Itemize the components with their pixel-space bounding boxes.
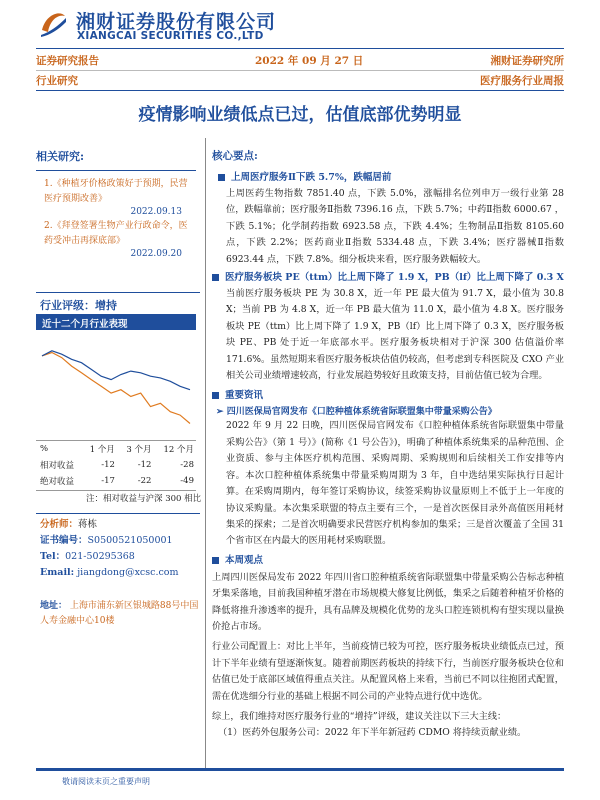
performance-table (36, 441, 198, 489)
tel-number: 021-50295368 (65, 551, 135, 562)
chart-series-line-2 (42, 351, 190, 390)
industry-rating: 行业评级：增持 (40, 299, 117, 312)
section-body-4d: （1）医药外包服务公司：2022 年下半年新冠药 CDMO 将持续贡献业绩。 (218, 727, 527, 739)
related-research-title: 相关研究: (36, 150, 85, 163)
related-date-2: 2022.09.20 (130, 249, 182, 259)
rating-rule (36, 292, 200, 293)
bullet-square-icon (212, 392, 219, 399)
table-header: 12 个月 (163, 445, 194, 455)
section-heading-4: 本周观点 (212, 552, 564, 566)
section-body-4a: 上周四川医保局发布 2022 年四川省口腔种植系统省际联盟集中带量采购公告标志种植牙集采落地，目前我国种植牙潜在市场规模大修复比例低，集采之后随着种植牙价格的降低将推升渗透率的提升，具有品牌及规模化优势的龙头口腔连锁机构有望实现以量换价抢占市场。 (212, 571, 564, 632)
header-rule-top (36, 48, 564, 49)
bullet-square-icon (218, 174, 225, 181)
table-header-row (36, 441, 198, 457)
section-body-4c: 综上，我们维持对医疗服务行业的“增持”评级，建议关注以下三大主线： (212, 710, 507, 722)
industry-performance-chart (36, 333, 196, 438)
section-body-1: 上周医药生物指数 7851.40 点，下跌 5.0%，涨幅排名位列申万一级行业第 28 位，跌幅靠前；医疗服务Ⅱ指数 7396.16 点，下跌 5.7%；中药Ⅱ指数 6000.67 ，下跌 5.1%；化学制药指数 6923.58 点，下跌 4.4%；生物制品Ⅱ指数 8105.60 点，下跌 2.2%；医药商业Ⅱ指数 5334.48 点，下跌 3.4%；医疗器械Ⅱ指数 6923.44 点，下跌 7.8%。细分板块来看，医疗服务跌幅较大。 (226, 188, 564, 265)
section-body-3: 2022 年 9 月 22 日晚，四川医保局官网发布《口腔种植体系统省际联盟集中带量采购公告》（第 1 号）》(简称《1 号公告》)，明确了种植体系统集采的品种范围、企业资质、参与主体医疗机构范围、采购周期、采购规则和后续相关工作安排等内容。本次口腔种植体系统集中带量采购周期为 3 年，自中选结果实际执行日起计算。在采购周期内，每年签订采购协议，续签采购协议量原则上不低于上一年度的协议采购量。本次集采联盟的特点主要有三个，一是首次医保目录外高值医用耗材集采的探索；二是首次明确要求民营医疗机构参加的集采；三是首次覆盖了全国 31 个省市区在内最大的医用耗材采购联盟。 (226, 420, 564, 547)
table-row (36, 473, 198, 489)
table-note: 注：相对收益与沪深 300 相比 (86, 494, 202, 504)
table-cell: -17 (101, 476, 115, 486)
table-header: % (40, 444, 49, 454)
analyst-name: 蒋栋 (78, 519, 98, 530)
table-cell: -12 (101, 460, 115, 470)
company-logo-icon (38, 8, 68, 38)
tel-label: Tel： (40, 551, 66, 562)
institute-name: 湘财证券研究所 (490, 55, 564, 67)
report-type: 证券研究报告 (36, 55, 99, 67)
table-cell: 相对收益 (40, 461, 75, 471)
report-name: 医疗服务行业周报 (480, 75, 564, 87)
page-title: 疫情影响业绩低点已过，估值底部优势明显 (138, 105, 462, 125)
chart-title-bar (36, 314, 196, 330)
section-heading-2: 医疗服务板块 PE（ttm）比上周下降了 1.9 X，PB（lf）比上周下降了 0.3 X (212, 269, 564, 283)
table-header: 1 个月 (89, 445, 115, 455)
related-item-2[interactable]: 2.《拜登签署生物产业行政命令，医药受冲击再探底部》 (44, 221, 188, 246)
table-cell: -12 (137, 460, 152, 470)
related-item-1[interactable]: 1.《种植牙价格政策好于预期，民营医疗预期改善》 (44, 179, 188, 204)
main-content (212, 148, 564, 742)
email-link[interactable]: jiangdong@xcsc.com (77, 567, 179, 578)
header-rule-mid (36, 70, 564, 71)
column-separator (205, 138, 206, 768)
chart-series-line-1 (42, 353, 190, 424)
address-text: 上海市浦东新区银城路88号中国人寿金融中心10楼 (40, 601, 199, 626)
company-name-cn: 湘财证券股份有限公司 (76, 11, 277, 33)
section-body-4b: 行业公司配置上：对比上半年，当前疫情已较为可控，医疗服务板块业绩低点已过，预计下半年业绩有望逐渐恢复。随着前期医药板块的持续下行，当前医疗服务板块仓位和估值已处于底部区域值得重点关注。从配置风格上来看，当前已不同以往抱团式配置，需在优选细分行业的基础上根据不同公司的产业特点进行优中选优。 (212, 641, 564, 702)
arrow-right-icon: ➢ (216, 407, 224, 418)
core-points-title: 核心要点: (212, 150, 258, 162)
table-cell: -28 (180, 460, 194, 470)
bullet-square-icon (212, 274, 219, 281)
table-cell: -22 (137, 476, 152, 486)
news-headline: ➢ 四川医保局官网发布《口腔种植体系统省际联盟集中带量采购公告》 (216, 407, 497, 418)
table-row (36, 457, 198, 473)
section-body-2: 当前医疗服务板块 PE 为 30.8 X，近一年 PE 最大值为 91.7 X，最小值为 30.8 X；当前 PB 为 4.8 X，近一年 PB 最大值为 11.0 X，最小值为 4.8 X。医疗服务板块 PE（ttm）比上周下降了 1.9 X，PB（lf）比上周下降了 0.3 X，医疗服务板块 PE、PB 处于近一年底部水平。医疗服务板块相对于沪深 300 估值溢价率 171.6%。虽然短期来看医疗服务板块估值仍较高，但考虑到专科医院及 CXO 产业相关公司业绩增速较高，行业发展趋势较好且政策支持，目前估值已较为合理。 (226, 288, 564, 382)
cert-label: 证书编号： (40, 535, 88, 546)
chart-title: 近十二个月行业表现 (42, 319, 128, 330)
report-category: 行业研究 (36, 75, 78, 87)
company-name-en: XIANGCAI SECURITIES CO.,LTD (77, 30, 264, 42)
email-label: Email: (40, 567, 75, 578)
analyst-label: 分析师： (40, 519, 79, 530)
analyst-contact (40, 517, 200, 629)
related-research (36, 148, 196, 259)
header-rule-bottom (36, 90, 564, 91)
address-label: 地址： (40, 601, 68, 611)
cert-number: S0500521050001 (87, 535, 173, 546)
footer-bar (36, 768, 564, 771)
section-heading-3: 重要资讯 (212, 387, 564, 401)
footer-disclaimer: 敬请阅读末页之重要声明 (62, 777, 150, 786)
report-date: 2022 年 09 月 27 日 (255, 55, 364, 67)
related-date-1: 2022.09.13 (130, 207, 182, 217)
table-cell: 绝对收益 (40, 477, 75, 487)
table-rule-bottom (36, 490, 196, 491)
section-heading-1: 上周医疗服务Ⅱ下跌 5.7%，跌幅居前 (218, 169, 564, 183)
contact-rule (36, 513, 200, 514)
table-header: 3 个月 (126, 445, 152, 455)
table-cell: -49 (180, 476, 194, 486)
bullet-square-icon (212, 557, 219, 564)
